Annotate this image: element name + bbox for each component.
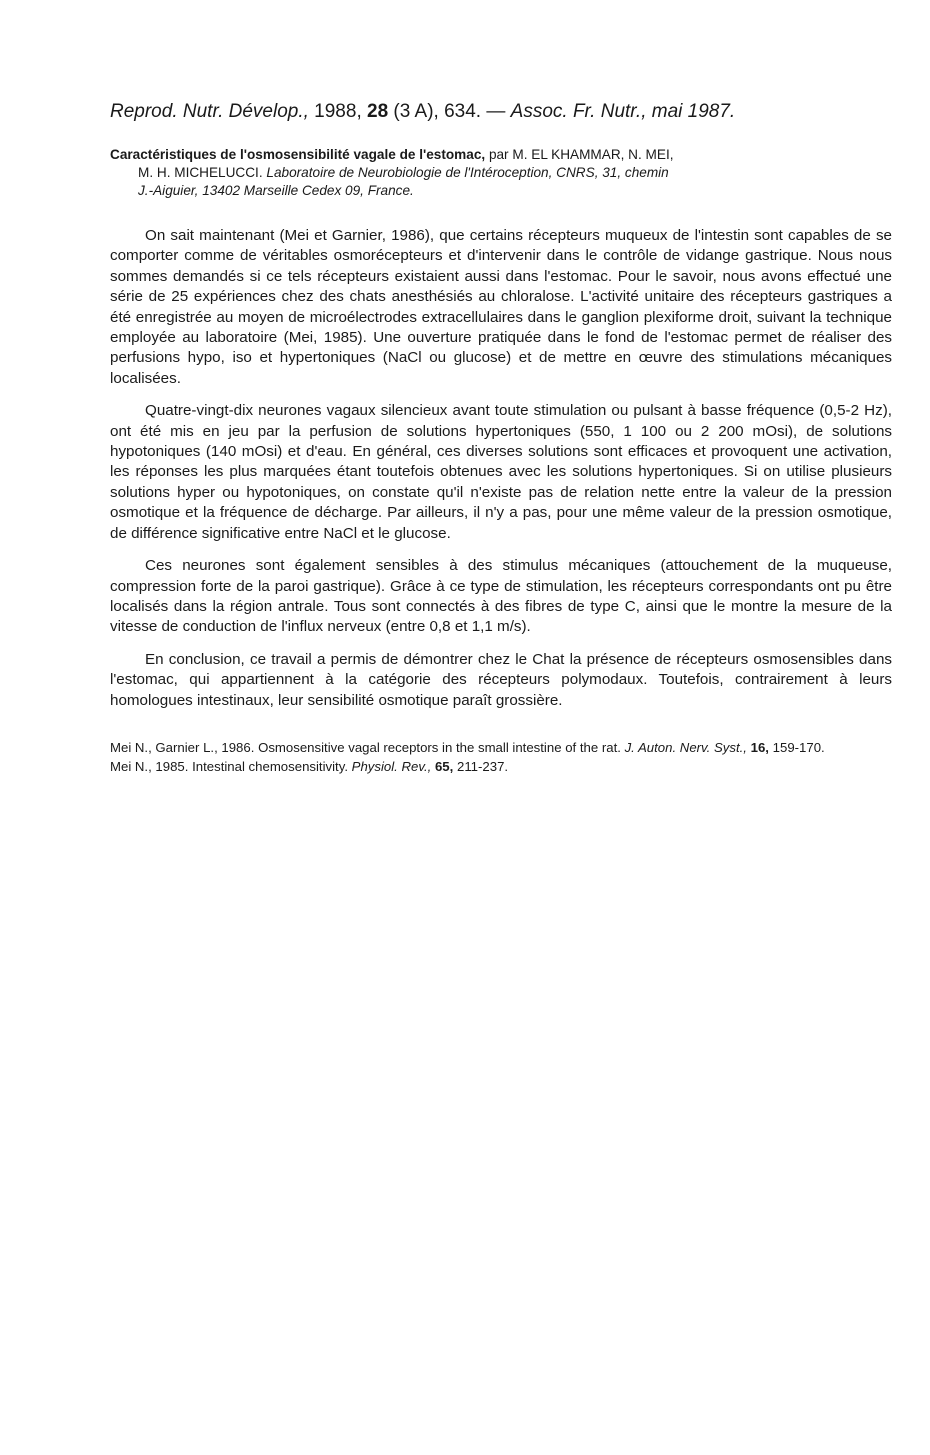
reference-pages: 159-170. bbox=[772, 739, 825, 755]
journal-volume: 28 bbox=[367, 101, 389, 122]
article-title: Caractéristiques de l'osmosensibilité vagale de l'estomac, bbox=[110, 147, 486, 162]
title-line-3 bbox=[110, 182, 892, 200]
page bbox=[110, 100, 892, 777]
title-line-2 bbox=[110, 164, 892, 182]
reference-pages: 211-237. bbox=[456, 758, 509, 774]
article-title-block bbox=[110, 146, 892, 200]
paragraph-4: En conclusion, ce travail a permis de démontrer chez le Chat la présence de récepteurs osmosensibles dans l'estomac, qui appartiennent à la catégorie des récepteurs polymodaux. Toutefois, contrairement à leurs homologues intestinaux, leur sensibilité osmotique paraît grossière. bbox=[110, 650, 892, 709]
journal-issue-page: (3 A), 634. — bbox=[393, 101, 506, 122]
title-line-1 bbox=[110, 146, 892, 164]
reference-journal: J. Auton. Nerv. Syst., bbox=[624, 739, 747, 755]
reference-title: Intestinal chemosensitivity. bbox=[192, 758, 348, 774]
journal-year: 1988, bbox=[314, 101, 362, 122]
reference-authors: Mei N., 1985. bbox=[110, 758, 189, 774]
reference-2 bbox=[110, 758, 892, 775]
paragraph-1: On sait maintenant (Mei et Garnier, 1986), que certains récepteurs muqueux de l'intestin sont capables de se comporter comme de véritables osmorécepteurs et d'intervenir dans le contrôle de vidange gastrique. Nous nous sommes demandés si ce tels récepteurs existaient aussi dans l'estomac. Pour le savoir, nous avons effectué une série de 25 expériences chez des chats anesthésiés au chloralose. L'activité unitaire des récepteurs gastriques a été enregistrée au moyen de microélectrodes extracellulaires dans le ganglion plexiforme droit, suivant la technique employée au laboratoire (Mei, 1985). Une ouverture pratiquée dans le fond de l'estomac permet de réaliser des perfusions hypo, iso et hypertoniques (NaCl ou glucose) et de mettre en œuvre des stimulations mécaniques localisées. bbox=[110, 227, 892, 387]
article-authors-1: M. EL KHAMMAR, N. MEI, bbox=[512, 147, 674, 162]
reference-authors: Mei N., Garnier L., 1986. bbox=[110, 739, 255, 755]
article-authors-2: M. H. MICHELUCCI. bbox=[138, 165, 263, 180]
journal-header bbox=[110, 100, 892, 124]
association-name: Assoc. Fr. Nutr., mai 1987. bbox=[510, 101, 736, 122]
article-affiliation-1: Laboratoire de Neurobiologie de l'Intéroception, CNRS, 31, chemin bbox=[266, 165, 669, 180]
article-by: par bbox=[488, 147, 509, 162]
reference-journal: Physiol. Rev., bbox=[351, 758, 432, 774]
reference-volume: 65, bbox=[434, 758, 454, 774]
paragraph-2: Quatre-vingt-dix neurones vagaux silencieux avant toute stimulation ou pulsant à basse fréquence (0,5-2 Hz), ont été mis en jeu par la perfusion de solutions hypertoniques (550, 1 100 ou 2 200 mOsi), de solutions hypotoniques (140 mOsi) et d'eau. En général, ces diverses solutions sont efficaces et provoquent une activation, les réponses les plus marquées étant toutefois obtenues avec les solutions hypertoniques. Si on utilise plusieurs solutions hyper ou hypotoniques, on constate qu'il n'existe pas de relation nette entre la valeur de la pression osmotique et la fréquence de décharge. Par ailleurs, il n'y a pas, pour une même valeur de la pression osmotique, de différence significative entre NaCl et le glucose. bbox=[110, 402, 892, 542]
journal-name: Reprod. Nutr. Dévelop., bbox=[110, 101, 309, 122]
article-affiliation-2: J.-Aiguier, 13402 Marseille Cedex 09, France. bbox=[138, 183, 414, 198]
reference-volume: 16, bbox=[750, 739, 769, 755]
references bbox=[110, 739, 892, 775]
article-body bbox=[110, 226, 892, 711]
reference-title: Osmosensitive vagal receptors in the small intestine of the rat. bbox=[258, 739, 621, 755]
reference-1 bbox=[110, 739, 892, 756]
paragraph-3: Ces neurones sont également sensibles à des stimulus mécaniques (attouchement de la muqueuse, compression forte de la paroi gastrique). Grâce à ce type de stimulation, les récepteurs correspondants ont pu être localisés dans la région antrale. Tous sont connectés à des fibres de type C, ainsi que le montre la mesure de la vitesse de conduction de l'influx nerveux (entre 0,8 et 1,1 m/s). bbox=[110, 557, 892, 636]
